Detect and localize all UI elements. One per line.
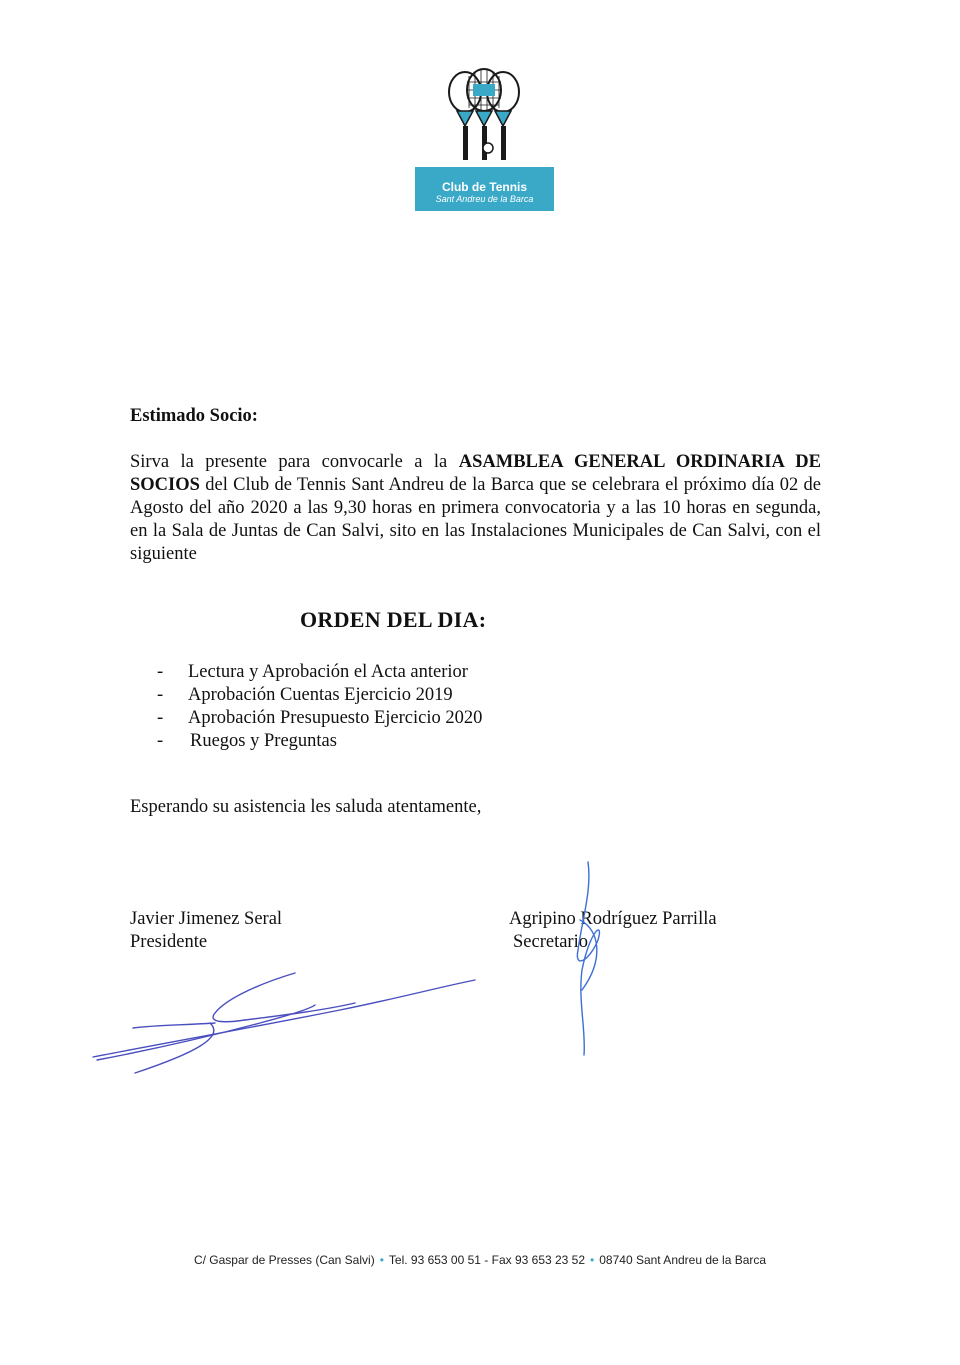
assembly-name: ASAMBLEA GENERAL ORDINARIA DE SOCIOS bbox=[130, 452, 821, 495]
convocation-paragraph bbox=[130, 451, 821, 566]
logo-line-1: Club de Tennis bbox=[441, 180, 528, 194]
agenda-item bbox=[157, 707, 482, 730]
bullet-dash: - bbox=[157, 731, 164, 751]
footer-phone: Tel. 93 653 00 51 - Fax 93 653 23 52 bbox=[388, 1253, 586, 1267]
agenda-item-text: Aprobación Cuentas Ejercicio 2019 bbox=[188, 685, 453, 705]
agenda-list bbox=[157, 661, 482, 753]
agenda-item-text: Lectura y Aprobación el Acta anterior bbox=[188, 662, 468, 682]
signatory-president bbox=[130, 908, 282, 954]
footer-address: C/ Gaspar de Presses (Can Salvi) bbox=[193, 1253, 375, 1267]
agenda-item bbox=[157, 661, 482, 684]
tennis-rackets-icon bbox=[443, 68, 525, 168]
agenda-item bbox=[157, 684, 482, 707]
footer bbox=[0, 1253, 960, 1267]
president-name: Javier Jimenez Seral bbox=[130, 909, 283, 929]
agenda-item-text: Aprobación Presupuesto Ejercicio 2020 bbox=[188, 708, 483, 728]
closing-line: Esperando su asistencia les saluda atentamente, bbox=[130, 797, 482, 817]
bullet-dash: - bbox=[157, 662, 164, 682]
greeting: Estimado Socio: bbox=[130, 406, 258, 426]
club-logo bbox=[413, 68, 555, 214]
secretary-name: Agripino Rodríguez Parrilla bbox=[509, 909, 717, 929]
secretary-role: Secretario bbox=[513, 932, 588, 952]
secretary-signature bbox=[560, 860, 620, 1060]
footer-city: 08740 Sant Andreu de la Barca bbox=[599, 1253, 767, 1267]
agenda-item-text: Ruegos y Preguntas bbox=[190, 731, 337, 751]
para-rest: del Club de Tennis Sant Andreu de la Barca que se celebrara el próximo día 02 de Agosto del año 2020 a las 9,30 horas en primera convocatoria y a las 10 horas en segunda, en la Sala de Juntas de Can Salvi, sito en las Instalaciones Municipales de Can Salvi, con el siguiente bbox=[130, 475, 821, 564]
logo-label-box bbox=[415, 167, 554, 211]
agenda-title: ORDEN DEL DIA: bbox=[300, 607, 487, 632]
bullet-dash: - bbox=[157, 685, 164, 705]
footer-separator: • bbox=[590, 1253, 595, 1267]
para-intro: Sirva la presente para convocarle a la bbox=[130, 452, 459, 472]
president-role: Presidente bbox=[130, 932, 208, 952]
agenda-item bbox=[157, 730, 482, 753]
bullet-dash: - bbox=[157, 708, 164, 728]
footer-separator: • bbox=[379, 1253, 384, 1267]
logo-line-2: Sant Andreu de la Barca bbox=[435, 194, 534, 204]
president-signature bbox=[85, 965, 485, 1080]
